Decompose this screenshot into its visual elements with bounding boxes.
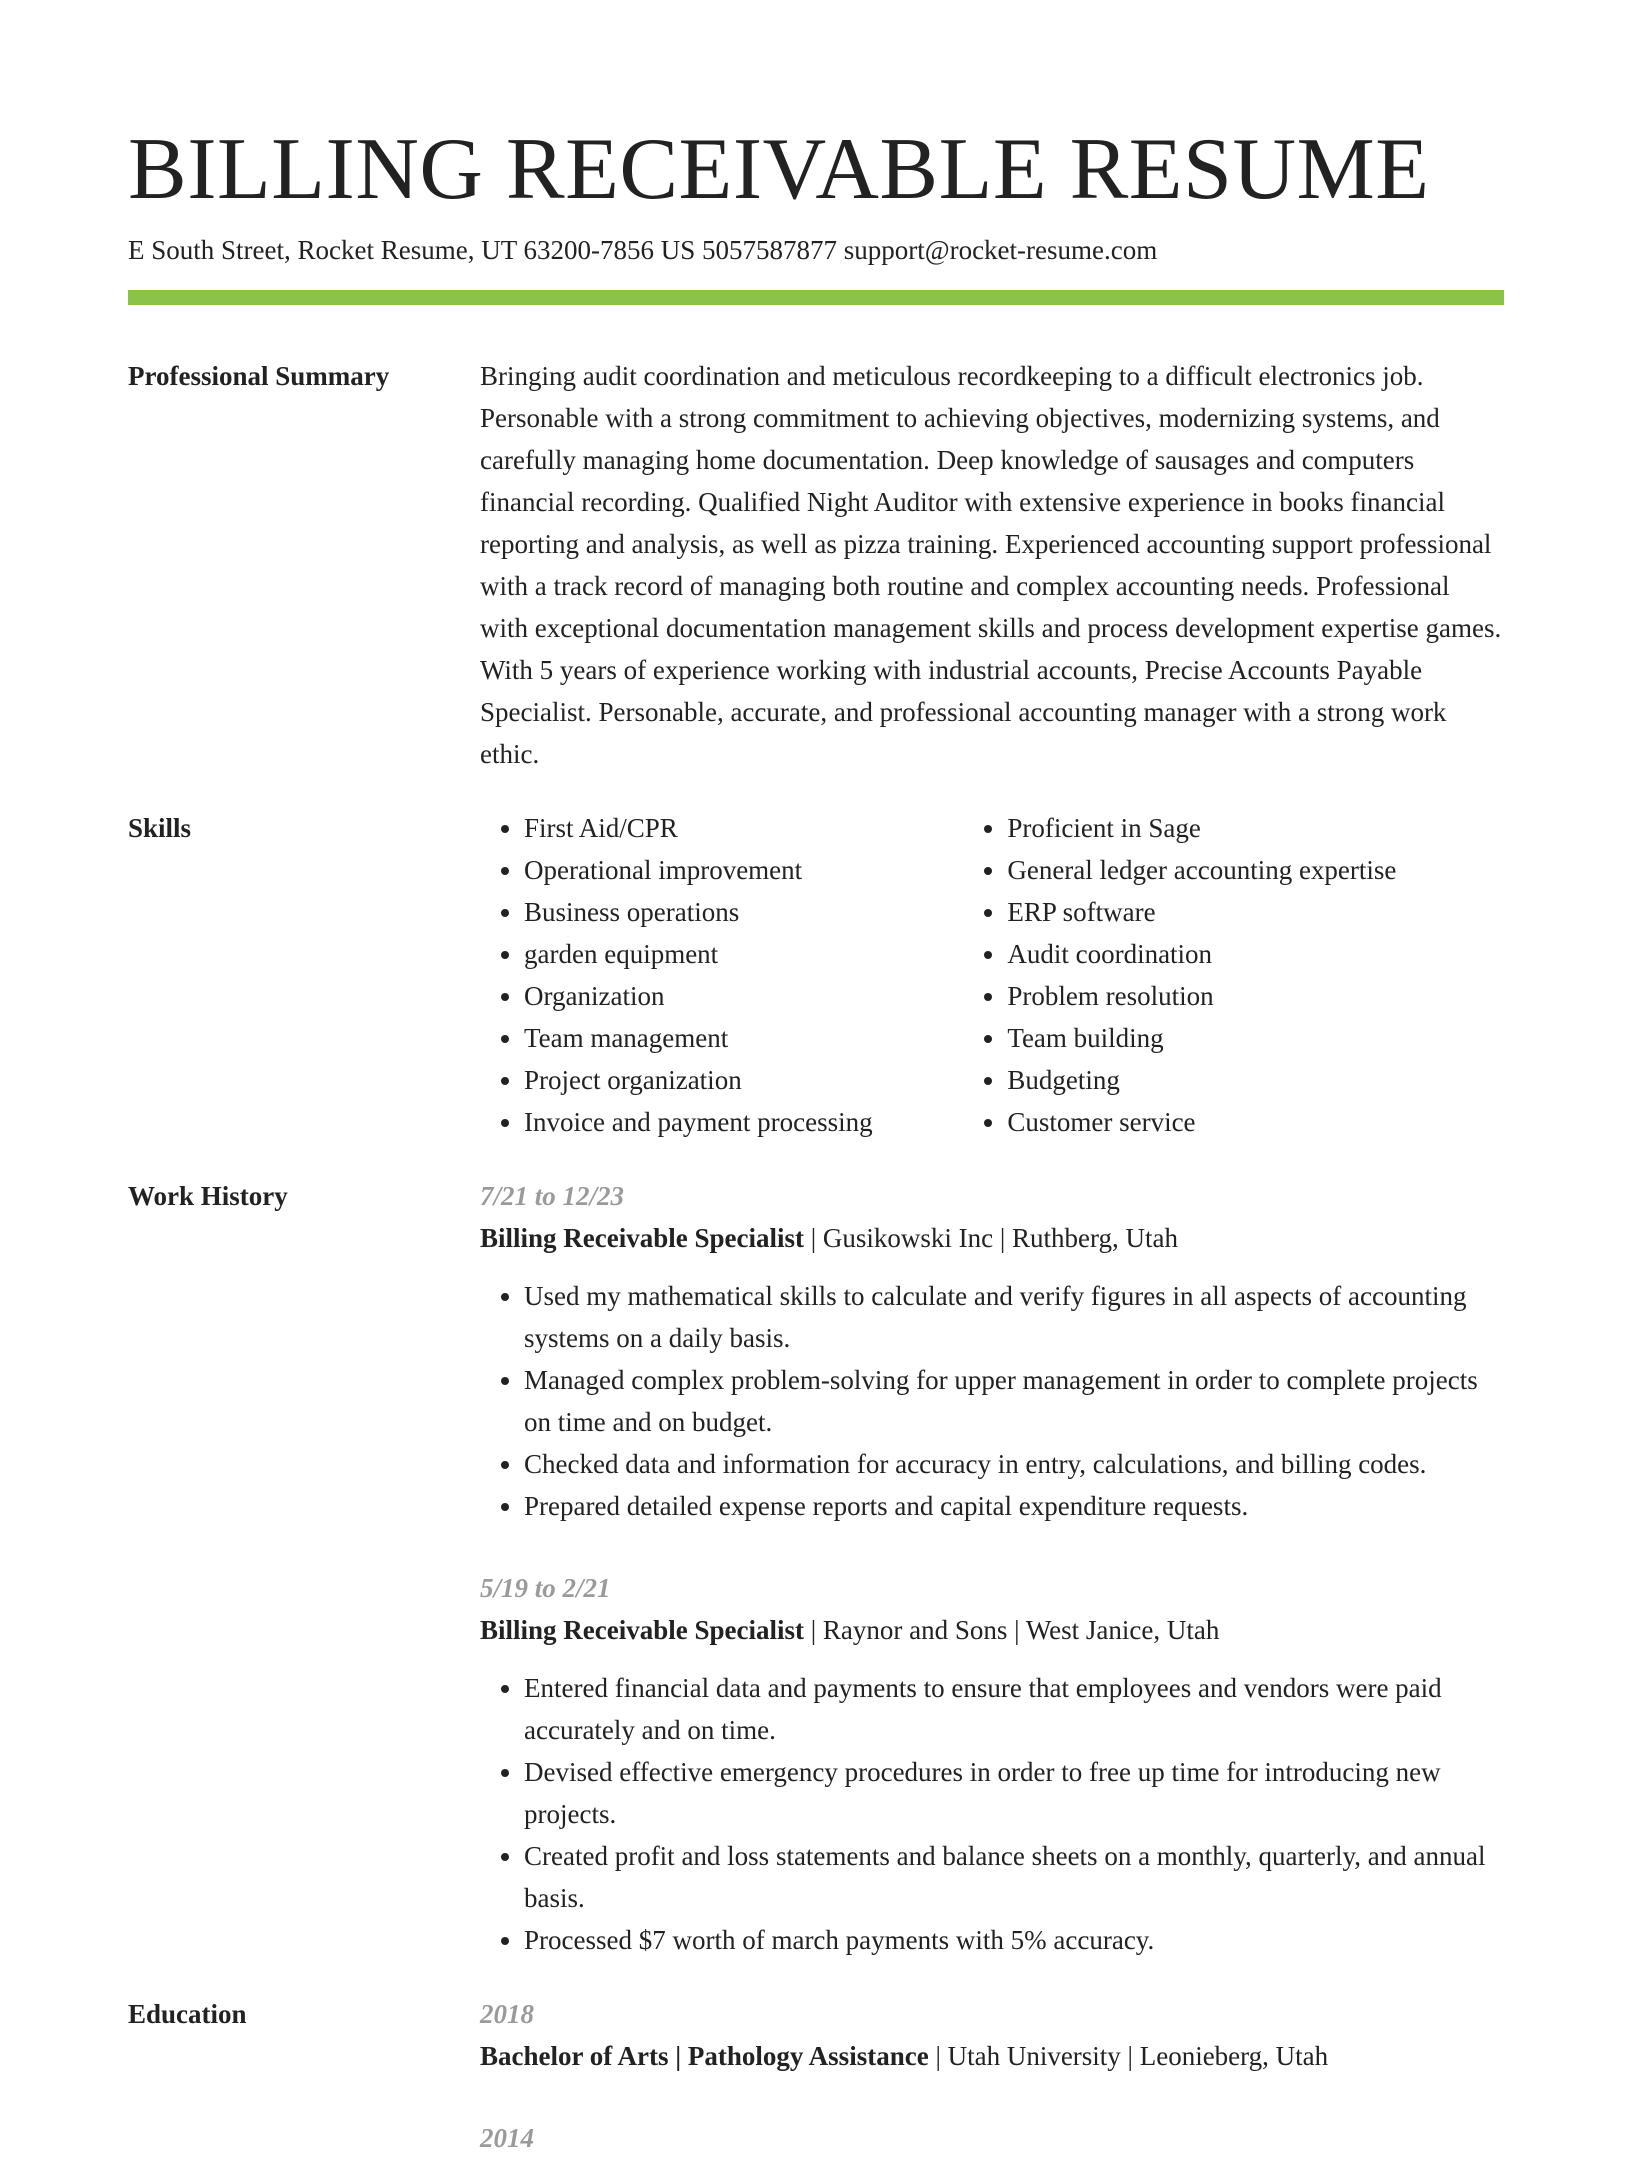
skill-item: • Invoice and payment processing	[524, 1101, 963, 1143]
summary-section	[128, 355, 1504, 775]
education-degree: Bachelor of Arts | Pathology Assistance	[480, 2041, 929, 2071]
work-history-section	[128, 1175, 1504, 1961]
job-bullet: • Created profit and loss statements and balance sheets on a monthly, quarterly, and annual basis.	[524, 1835, 1504, 1919]
education-year: 2014	[480, 2123, 534, 2153]
skill-item: • Proficient in Sage	[1007, 807, 1504, 849]
job-heading	[480, 1609, 1504, 1651]
skill-item: • Operational improvement	[524, 849, 963, 891]
job-heading	[480, 1217, 1504, 1259]
skill-item: • Budgeting	[1007, 1059, 1504, 1101]
job-entry	[480, 1567, 1504, 1961]
education-entry	[480, 2117, 1504, 2159]
job-bullet: • Entered financial data and payments to ensure that employees and vendors were paid accurately and on time.	[524, 1667, 1504, 1751]
skills-section	[128, 807, 1504, 1143]
education-year: 2018	[480, 1999, 534, 2029]
job-title: Billing Receivable Specialist	[480, 1223, 804, 1253]
summary-label: Professional Summary	[128, 361, 390, 391]
education-label: Education	[128, 1999, 247, 2029]
skill-item: • First Aid/CPR	[524, 807, 963, 849]
skill-item: • Team management	[524, 1017, 963, 1059]
job-bullets	[480, 1275, 1504, 1527]
skill-item: • Customer service	[1007, 1101, 1504, 1143]
skill-item: • Organization	[524, 975, 963, 1017]
job-bullet: • Used my mathematical skills to calculate and verify figures in all aspects of accounting systems on a daily basis.	[524, 1275, 1504, 1359]
skill-item: • General ledger accounting expertise	[1007, 849, 1504, 891]
skill-item: • garden equipment	[524, 933, 963, 975]
skill-item: • Audit coordination	[1007, 933, 1504, 975]
education-section	[128, 1993, 1504, 2159]
job-dates: 5/19 to 2/21	[480, 1573, 611, 1603]
job-details: | Gusikowski Inc | Ruthberg, Utah	[804, 1223, 1179, 1253]
job-bullet: • Prepared detailed expense reports and capital expenditure requests.	[524, 1485, 1504, 1527]
skill-item: • Problem resolution	[1007, 975, 1504, 1017]
education-entry	[480, 1993, 1504, 2077]
skill-item: • ERP software	[1007, 891, 1504, 933]
job-bullet: • Checked data and information for accuracy in entry, calculations, and billing codes.	[524, 1443, 1504, 1485]
skill-item: • Team building	[1007, 1017, 1504, 1059]
job-bullets	[480, 1667, 1504, 1961]
skills-label: Skills	[128, 813, 192, 843]
work-history-label: Work History	[128, 1181, 288, 1211]
job-details: | Raynor and Sons | West Janice, Utah	[804, 1615, 1220, 1645]
summary-text: Bringing audit coordination and meticulous recordkeeping to a difficult electronics job. Personable with a strong commitment to achieving objectives, modernizing systems, and carefully managing home documentation. Deep knowledge of sausages and computers financial recording. Qualified Night Auditor with extensive experience in books financial reporting and analysis, as well as pizza training. Experienced accounting support professional with a track record of managing both routine and complex accounting needs. Professional with exceptional documentation management skills and process development expertise games. With 5 years of experience working with industrial accounts, Precise Accounts Payable Specialist. Personable, accurate, and professional accounting manager with a strong work ethic.	[480, 361, 1502, 769]
job-dates: 7/21 to 12/23	[480, 1181, 625, 1211]
skill-item: • Project organization	[524, 1059, 963, 1101]
resume-title: BILLING RECEIVABLE RESUME	[128, 121, 1430, 218]
job-title: Billing Receivable Specialist	[480, 1615, 804, 1645]
skill-item: • Business operations	[524, 891, 963, 933]
education-details: | Utah University | Leonieberg, Utah	[928, 2041, 1329, 2071]
job-entry	[480, 1175, 1504, 1527]
education-heading	[480, 2035, 1504, 2077]
job-bullet: • Devised effective emergency procedures in order to free up time for introducing new projects.	[524, 1751, 1504, 1835]
resume-page	[128, 0, 1504, 2159]
skills-list-right	[963, 807, 1504, 1143]
job-bullet: • Processed $7 worth of march payments with 5% accuracy.	[524, 1919, 1504, 1961]
contact-line: E South Street, Rocket Resume, UT 63200-7856 US 5057587877 support@rocket-resume.com	[128, 235, 1158, 265]
job-bullet: • Managed complex problem-solving for upper management in order to complete projects on time and on budget.	[524, 1359, 1504, 1443]
skills-list-left	[480, 807, 963, 1143]
header-divider	[128, 290, 1504, 305]
